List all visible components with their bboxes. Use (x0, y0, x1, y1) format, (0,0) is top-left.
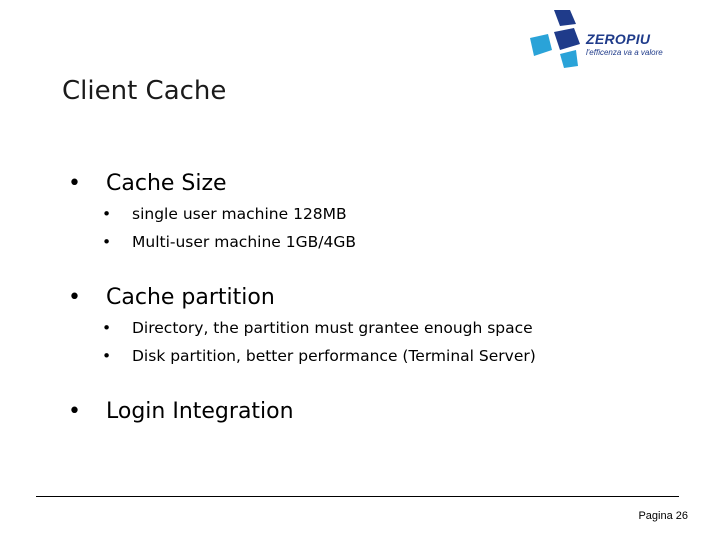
sub-bullet (68, 228, 688, 256)
logo-tagline: l'efficenza va a valore (586, 48, 663, 57)
logo-mark-icon (524, 8, 588, 68)
sub-bullet (68, 200, 688, 228)
bullet-dot-icon: • (102, 205, 112, 223)
sub-bullet (68, 342, 688, 370)
bullet-heading: Cache Size (106, 171, 227, 196)
sub-bullet-text: single user machine 128MB (132, 205, 347, 223)
bullet-cache-size (68, 168, 688, 200)
bullet-dot-icon: • (68, 171, 81, 196)
bullet-dot-icon: • (102, 233, 112, 251)
bullet-dot-icon: • (68, 285, 81, 310)
sub-bullet (68, 314, 688, 342)
sub-bullet-text: Multi-user machine 1GB/4GB (132, 233, 356, 251)
bullet-dot-icon: • (68, 399, 81, 424)
bullet-dot-icon: • (102, 347, 112, 365)
footer-divider (36, 496, 679, 497)
sub-bullet-text: Disk partition, better performance (Terminal Server) (132, 347, 536, 365)
sub-bullet-text: Directory, the partition must grantee enough space (132, 319, 533, 337)
bullet-list (68, 168, 688, 428)
bullet-cache-partition (68, 282, 688, 314)
slide-title: Client Cache (62, 76, 227, 106)
company-logo (524, 8, 694, 68)
bullet-heading: Cache partition (106, 285, 275, 310)
page-number: Pagina 26 (638, 510, 688, 522)
bullet-login-integration (68, 396, 688, 428)
bullet-dot-icon: • (102, 319, 112, 337)
logo-name: ZEROPIU (586, 31, 651, 47)
bullet-heading: Login Integration (106, 399, 294, 424)
